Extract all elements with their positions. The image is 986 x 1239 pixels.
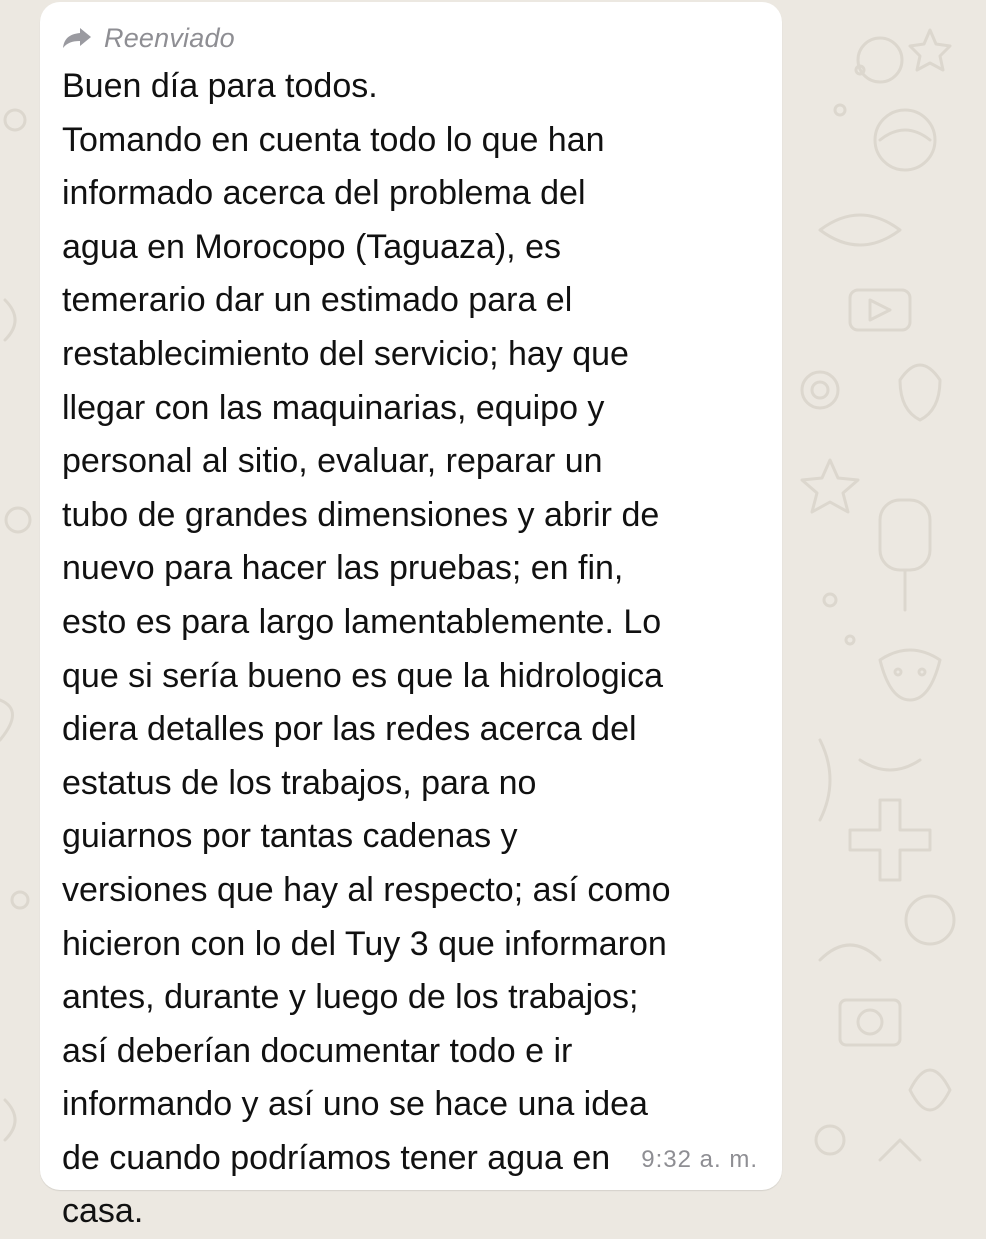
message-text: Buen día para todos. Tomando en cuenta todo lo que han informado acerca del problema del agua en Morocopo (Taguaza), es temerario dar un estimado para el restablecimiento del servicio; hay que llegar con las maquinarias, equipo y personal al sitio, evaluar, reparar un tubo de grandes dimensiones y abrir de nuevo para hacer las pruebas; en fin, esto es para largo lamentablemente. Lo que si sería bueno es que la hidrologica diera detalles por las redes acerca del estatus de los trabajos, para no guiarnos por tantas cadenas y versiones que hay al respecto; así como hicieron con lo del Tuy 3 que informaron antes, durante y luego de los trabajos; así deberían documentar todo e ir informando y así uno se hace una idea de cuando podríamos tener agua en casa. [62, 67, 671, 1231]
message-timestamp: 9:32 a. m. [641, 1146, 758, 1173]
forwarded-message-bubble[interactable] [40, 2, 782, 1231]
forwarded-label: Reenviado [104, 22, 235, 53]
forward-arrow-icon [62, 27, 92, 49]
forwarded-indicator [62, 20, 235, 56]
